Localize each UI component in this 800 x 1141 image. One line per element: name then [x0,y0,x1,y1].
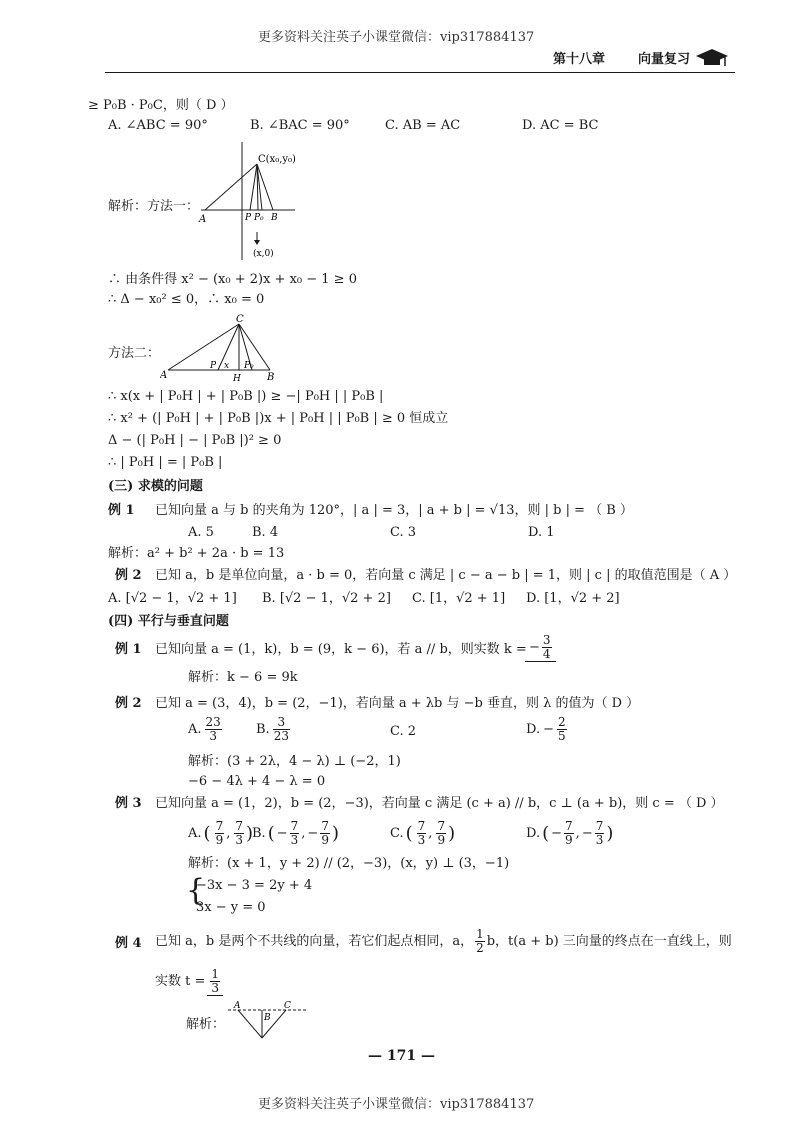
watermark-top: 更多资料关注英子小课堂微信：vip317884137 [258,30,535,45]
s4-ex3-option-c: C. ( $\frac{7}{3}$ , $\frac{7}{9}$ ) [390,819,456,847]
ex4-label-c: C [284,1001,291,1011]
s4-ex1-solution: 解析：k − 6 = 9k [188,670,298,685]
method2-figure [160,312,285,384]
ex4-label-a: A [234,1001,241,1011]
s3-ex1-option-d: D. 1 [528,525,555,540]
s3-ex1-text: 已知向量 a 与 b 的夹角为 120°，| a | = 3，| a + b | = √13，则 | b | = （ B ） [155,503,633,518]
method2-label-a: A [160,370,168,381]
method2-line-3: Δ − (| P₀H | − | P₀B |)² ≥ 0 [108,433,282,448]
watermark-bottom: 更多资料关注英子小课堂微信：vip317884137 [258,1097,535,1112]
method2-line-1: ∴ x(x + | P₀H | + | P₀B |) ≥ −| P₀H | | P₀B | [108,389,384,404]
method1-label-b: B [271,213,278,223]
s3-ex2-option-d: D. [1，√2 + 2] [526,591,620,606]
s3-ex2-option-c: C. [1，√2 + 1] [412,591,506,606]
s3-ex1-solution: 解析：a² + b² + 2a · b = 13 [108,546,285,561]
s4-ex2-option-c: C. 2 [390,724,417,739]
method1-label-c: C(x₀,y₀) [258,154,296,165]
s3-ex2-text: 已知 a，b 是单位向量，a · b = 0，若向量 c 满足 | c − a − b | = 1，则 | c | 的取值范围是（ A ） [155,568,737,583]
method1-label-x: (x,0) [253,249,274,259]
s3-ex2-option-a: A. [√2 − 1，√2 + 1] [108,591,237,606]
s4-ex4-sol-label: 解析： [186,1017,226,1032]
s4-ex3-sys-1: −3x − 3 = 2y + 4 [196,878,313,893]
method1-label-p: P [245,213,252,223]
system-brace: { [186,873,206,908]
graduation-cap-icon [694,46,730,70]
s4-ex3-label: 例 3 [115,796,142,811]
s4-ex3-option-a: A. ( $\frac{7}{9}$ , $\frac{7}{3}$ ) [188,819,254,847]
s4-ex3-option-b: B. ( − $\frac{7}{3}$ , − $\frac{7}{9}$ ) [252,819,339,847]
method2-label-h: H [233,374,241,384]
s4-ex2-label: 例 2 [115,696,142,711]
section3-title: (三) 求模的问题 [108,479,203,494]
s3-ex1-option-b: B. 4 [252,525,279,540]
intro-option-c: C. AB = AC [385,118,461,133]
s4-ex4-label: 例 4 [115,936,142,951]
method1-line-2: ∴ Δ − x₀² ≤ 0，∴ x₀ = 0 [108,292,265,307]
s4-ex1-answer [525,634,556,662]
method2-label-c: C [236,314,244,325]
s3-ex1-option-a: A. 5 [188,525,214,540]
method1-label-p0: P₀ [254,213,264,223]
section4-title: (四) 平行与垂直问题 [108,614,229,629]
s3-ex1-option-c: C. 3 [390,525,417,540]
s4-ex1-answer-sign: − [529,639,540,655]
s4-ex4-line2: 实数 t = $\frac{1}{3}$ [155,968,223,996]
s4-ex1-answer-fraction: $\frac{3}{4}$ [542,633,551,661]
method2-line-4: ∴ | P₀H | = | P₀B | [108,455,223,470]
s4-ex3-text: 已知向量 a = (1，2)，b = (2，−3)，若向量 c 满足 (c + a) // b，c ⊥ (a + b)，则 c = （ D ） [155,796,724,811]
s4-ex2-sol-1: 解析：(3 + 2λ，4 − λ) ⊥ (−2，1) [188,754,401,769]
intro-option-b: B. ∠BAC = 90° [250,118,350,133]
s4-ex3-sol-1: 解析：(x + 1，y + 2) // (2，−3)，(x，y) ⊥ (3，−1) [188,856,510,871]
method1-line-1: ∴ 由条件得 x² − (x₀ + 2)x + x₀ − 1 ≥ 0 [108,272,357,287]
s4-ex3-option-d: D. ( − $\frac{7}{9}$ , − $\frac{7}{3}$ ) [526,819,614,847]
method1-figure [195,142,305,262]
s4-ex2-option-a: A. $\frac{23}{3}$ [188,715,221,743]
intro-line: ≥ P₀B · P₀C，则（ D ） [88,98,234,113]
method2-label-b: B [267,372,275,383]
method2-label: 方法二： [108,346,161,361]
header-rule [105,72,735,73]
method1-label: 解析：方法一： [108,199,200,214]
s4-ex4-text: 已知 a，b 是两个不共线的向量，若它们起点相同，a， $\frac{1}{2}$ b，t(a + b) 三向量的终点在一直线上，则 [155,927,732,955]
method2-label-p: P [210,361,217,371]
method2-label-x: x [224,361,230,371]
topic-label: 向量复习 [638,52,691,67]
s3-ex2-option-b: B. [√2 − 1，√2 + 2] [262,591,391,606]
s4-ex2-option-d: D. − $\frac{2}{5}$ [526,715,566,743]
s4-ex2-text: 已知 a = (3，4)，b = (2，−1)，若向量 a + λb 与 −b 垂直，则 λ 的值为（ D ） [155,696,640,711]
page-number: — 171 — [368,1048,435,1064]
s4-ex1-label: 例 1 [115,642,142,657]
s4-ex3-sys-2: 3x − y = 0 [196,900,266,915]
s3-ex1-label: 例 1 [108,503,135,518]
s4-ex2-sol-2: −6 − 4λ + 4 − λ = 0 [188,774,326,789]
method2-label-p0: P₀ [244,361,254,371]
intro-option-d: D. AC = BC [522,118,599,133]
s4-ex2-option-b: B. $\frac{3}{23}$ [256,715,289,743]
method1-label-a: A [199,214,207,225]
s3-ex2-label: 例 2 [115,568,142,583]
ex4-label-b: B [264,1013,271,1023]
intro-option-a: A. ∠ABC = 90° [108,118,208,133]
chapter-label: 第十八章 [553,52,606,67]
method2-line-2: ∴ x² + (| P₀H | + | P₀B |)x + | P₀H | | P₀B | ≥ 0 恒成立 [108,411,449,426]
ex4-figure [222,998,312,1044]
s4-ex1-text: 已知向量 a = (1，k)，b = (9，k − 6)，若 a // b，则实数 k = [155,642,527,657]
